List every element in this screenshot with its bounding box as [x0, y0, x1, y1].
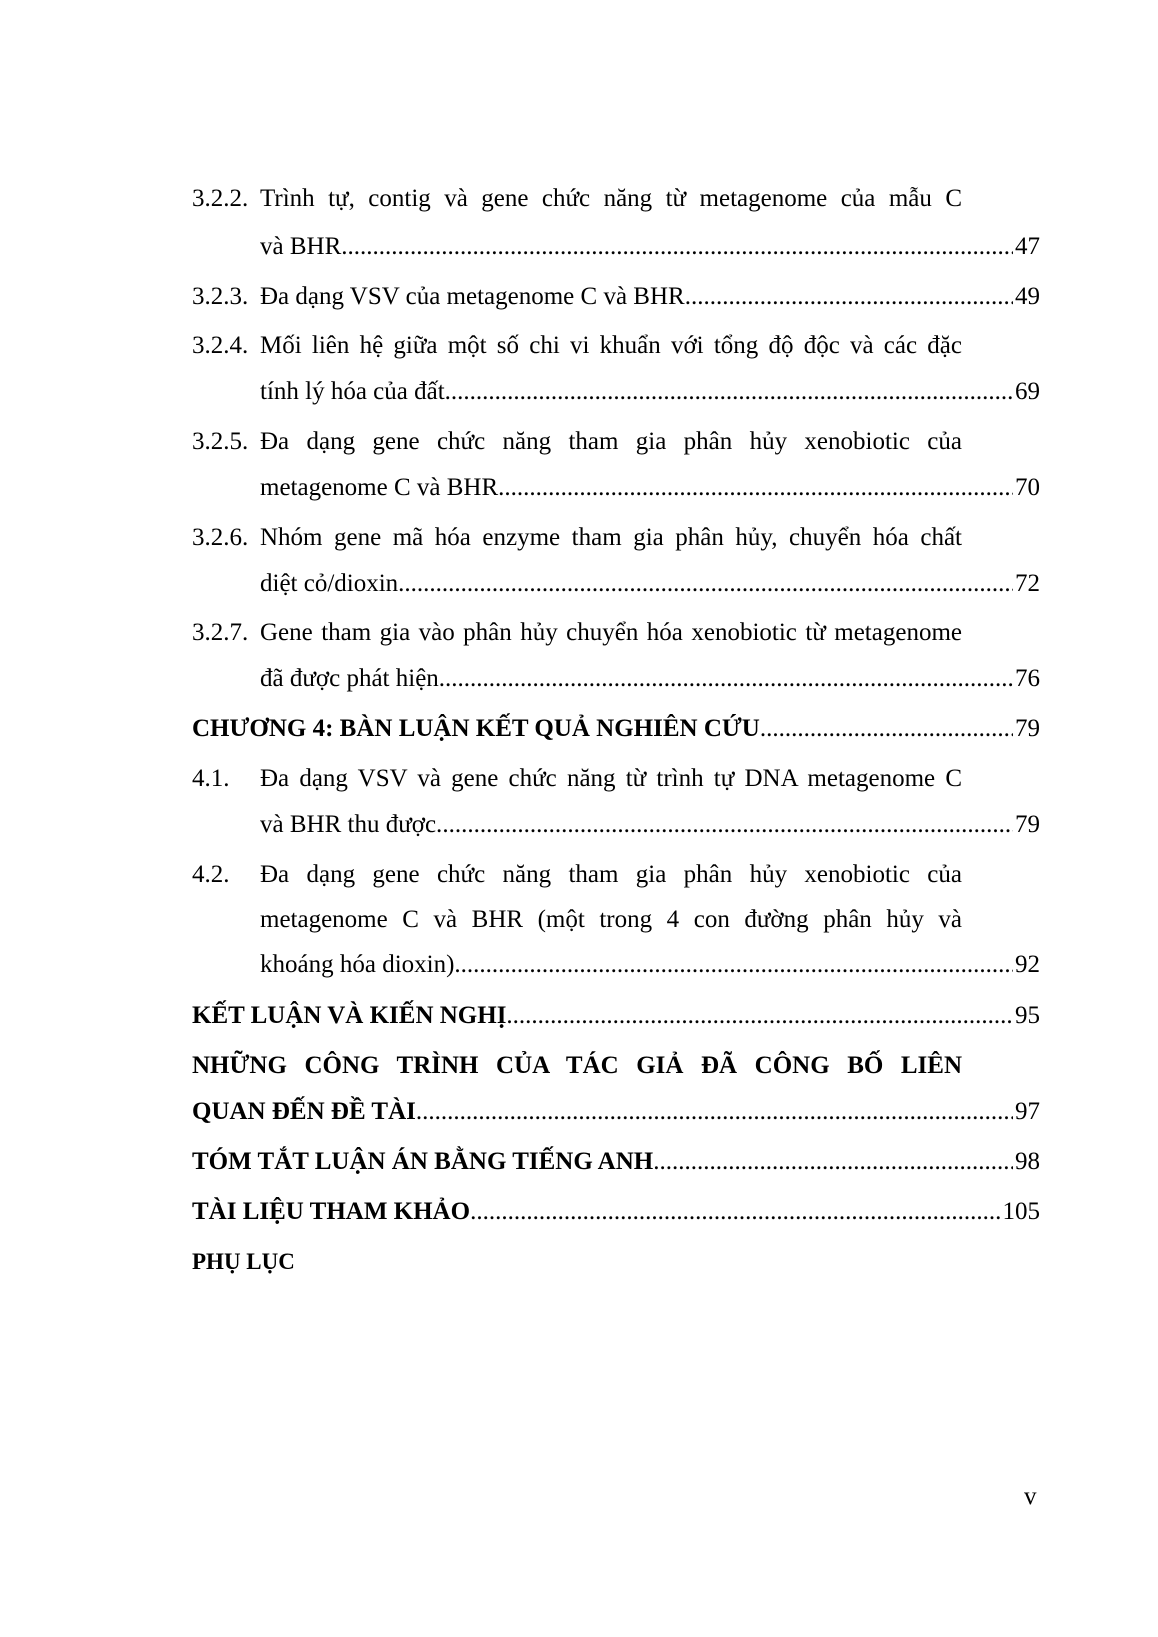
dot-leader: [685, 273, 1013, 321]
toc-entry-number: 3.2.7.: [192, 619, 249, 646]
toc-entry-title-line: Mối liên hệ giữa một số chi vi khuẩn với tổng độ độc và các đặc: [260, 332, 962, 359]
toc-appendix[interactable]: [192, 1238, 1040, 1286]
toc-entry-last-line: [192, 1088, 1040, 1136]
page-number: v: [1024, 1483, 1037, 1510]
toc-page-number: 95: [1015, 1002, 1040, 1029]
toc-entry-title-end: diệt cỏ/dioxin: [260, 570, 399, 597]
toc-entry-3-2-4[interactable]: [192, 322, 1040, 418]
toc-entry-number: 3.2.4.: [192, 332, 249, 359]
dot-leader: [498, 464, 1013, 512]
toc-heading-line: NHỮNG CÔNG TRÌNH CỦA TÁC GIẢ ĐÃ CÔNG BỐ LIÊN: [192, 1052, 962, 1079]
toc-entry-4-1[interactable]: [192, 755, 1040, 851]
toc-entry-title-line: Đa dạng gene chức năng tham gia phân hủy xenobiotic của: [260, 428, 962, 455]
toc-entry-last-line: [192, 1138, 1040, 1186]
toc-entry-last-line: [260, 941, 1040, 989]
toc-heading-text: CHƯƠNG 4: BÀN LUẬN KẾT QUẢ NGHIÊN CỨU: [192, 715, 760, 742]
toc-page-number: 72: [1015, 570, 1040, 597]
toc-heading-text: KẾT LUẬN VÀ KIẾN NGHỊ: [192, 1002, 507, 1029]
toc-entry-3-2-5[interactable]: [192, 418, 1040, 514]
toc-entry-title-end: metagenome C và BHR: [260, 474, 499, 501]
dot-leader: [470, 1188, 1000, 1236]
toc-publications[interactable]: [192, 1042, 1040, 1138]
toc-heading-text: PHỤ LỤC: [192, 1249, 295, 1274]
toc-page-number: 49: [1015, 283, 1040, 310]
toc-page-number: 98: [1015, 1148, 1040, 1175]
toc-chapter-4[interactable]: [192, 705, 1040, 753]
toc-entry-last-line: [260, 801, 1040, 849]
toc-entry-title-end: và BHR thu được.: [260, 811, 443, 838]
toc-entry-number: 3.2.3.: [192, 283, 249, 310]
toc-heading-text: TÀI LIỆU THAM KHẢO: [192, 1198, 471, 1225]
toc-entry-number: 4.2.: [192, 861, 230, 888]
toc-english-summary[interactable]: [192, 1138, 1040, 1186]
toc-entry-title-line: Gene tham gia vào phân hủy chuyển hóa xenobiotic từ metagenome: [260, 619, 962, 646]
toc-page-number: 105: [1002, 1198, 1040, 1225]
dot-leader: [445, 368, 1013, 416]
dot-leader: [760, 705, 1013, 753]
toc-entry-last-line: [260, 560, 1040, 608]
toc-entry-title-end: tính lý hóa của đất: [260, 378, 445, 405]
toc-references[interactable]: [192, 1188, 1040, 1236]
toc-page-number: 69: [1015, 378, 1040, 405]
toc-entry-title-line: Đa dạng gene chức năng tham gia phân hủy xenobiotic của: [260, 861, 962, 888]
toc-page-number: 79: [1015, 715, 1040, 742]
toc-page-number: 79: [1015, 811, 1040, 838]
toc-page-number: 92: [1015, 951, 1040, 978]
toc-entry-number: 4.1.: [192, 765, 230, 792]
toc-entry-title-line: Trình tự, contig và gene chức năng từ metagenome của mẫu C: [260, 185, 962, 212]
toc-entry-last-line: [260, 273, 1040, 321]
dot-leader: [653, 1138, 1013, 1186]
dot-leader: [341, 223, 1013, 271]
toc-entry-last-line: [260, 223, 1040, 271]
toc-entry-3-2-6[interactable]: [192, 514, 1040, 610]
dot-leader: [506, 992, 1013, 1040]
toc-page-number: 97: [1015, 1098, 1040, 1125]
toc-entry-number: 3.2.6.: [192, 524, 249, 551]
toc-entry-last-line: [260, 368, 1040, 416]
toc-page-number: 76: [1015, 665, 1040, 692]
toc-conclusion[interactable]: [192, 992, 1040, 1040]
toc-page-number: 70: [1015, 474, 1040, 501]
toc-entry-title-line: Đa dạng VSV và gene chức năng từ trình tự DNA metagenome C: [260, 765, 962, 792]
toc-entry-4-2[interactable]: [192, 851, 1040, 995]
toc-entry-3-2-7[interactable]: [192, 609, 1040, 705]
toc-entry-3-2-2[interactable]: [192, 175, 1040, 271]
toc-entry-last-line: [192, 992, 1040, 1040]
toc-entry-number: 3.2.5.: [192, 428, 249, 455]
toc-entry-title-end: khoáng hóa dioxin).: [260, 951, 461, 978]
toc-entry-title-line: metagenome C và BHR (một trong 4 con đường phân hủy và: [260, 906, 962, 933]
toc-entry-title-end: và BHR: [260, 233, 342, 260]
toc-entry-last-line: [260, 655, 1040, 703]
toc-entry-last-line: [260, 464, 1040, 512]
dot-leader: [439, 655, 1013, 703]
dot-leader: [442, 801, 1013, 849]
dot-leader: [398, 560, 1013, 608]
toc-page-number: 47: [1015, 233, 1040, 260]
toc-entry-title-end: Đa dạng VSV của metagenome C và BHR: [260, 283, 685, 310]
toc-entry-3-2-3[interactable]: [192, 273, 1040, 321]
toc-entry-number: 3.2.2.: [192, 185, 249, 212]
toc-heading-text: TÓM TẮT LUẬN ÁN BẰNG TIẾNG ANH: [192, 1148, 654, 1175]
toc-entry-last-line: [192, 1188, 1040, 1236]
toc-entry-title-line: Nhóm gene mã hóa enzyme tham gia phân hủy, chuyển hóa chất: [260, 524, 962, 551]
toc-heading-text: QUAN ĐẾN ĐỀ TÀI: [192, 1098, 416, 1125]
dot-leader: [416, 1088, 1013, 1136]
toc-entry-last-line: [192, 705, 1040, 753]
dot-leader: [461, 941, 1013, 989]
toc-entry-title-end: đã được phát hiện: [260, 665, 439, 692]
